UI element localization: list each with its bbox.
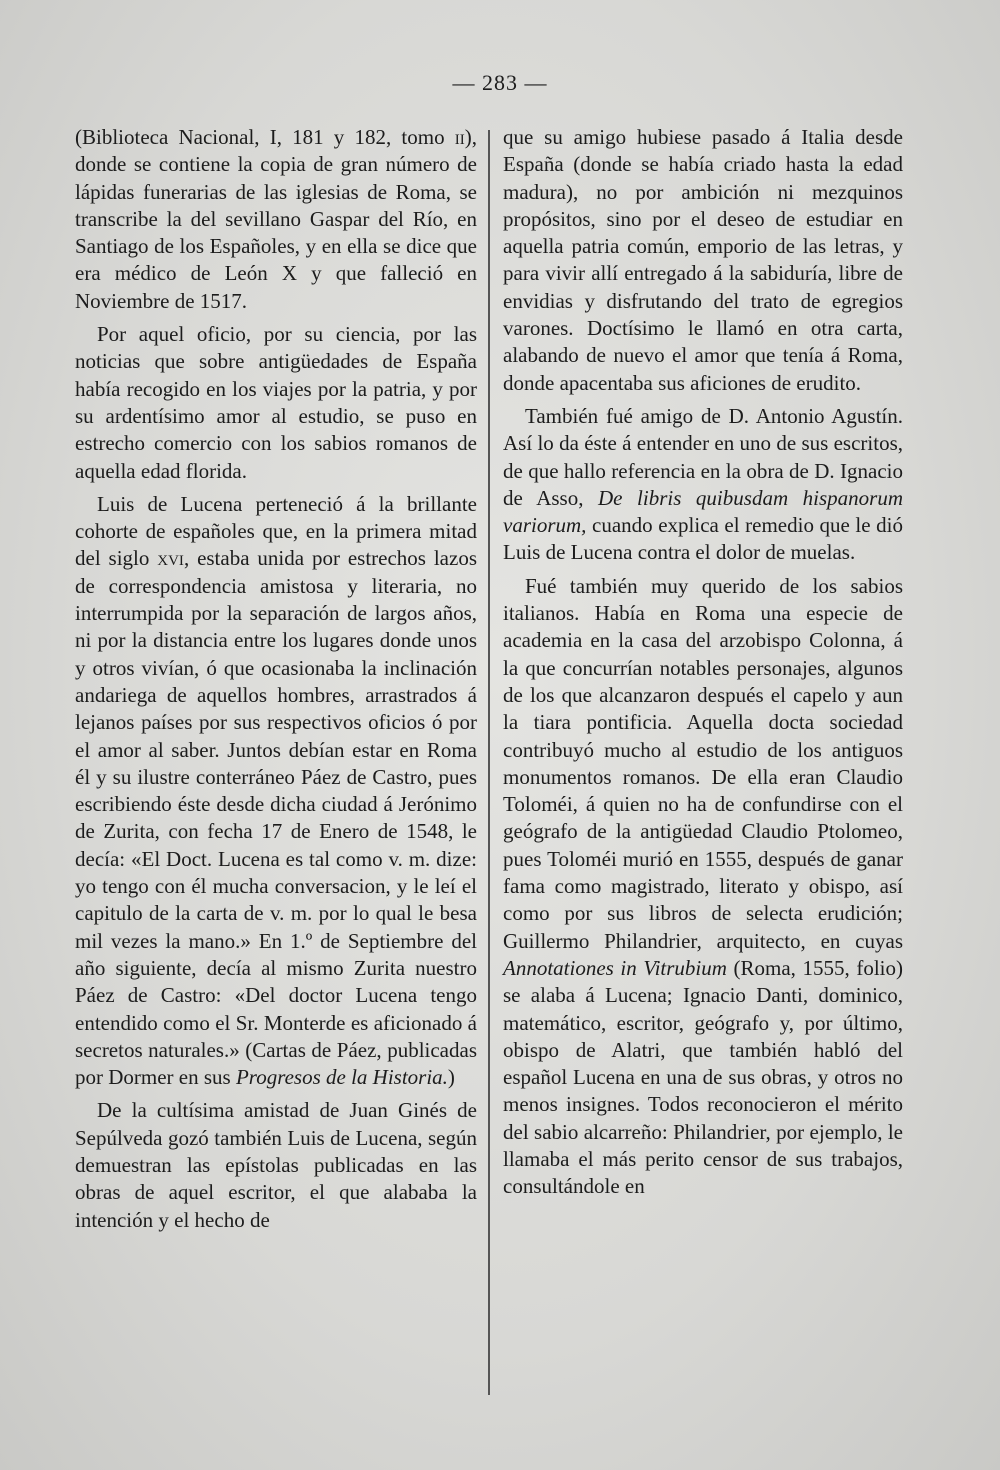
left-paragraph-1: (Biblioteca Nacional, I, 181 y 182, tomo ii), donde se contiene la copia de gran número de lápidas funerarias de las iglesias de Roma, se transcribe la del sevillano Gaspar del Río, en Santiago de los Españoles, y en ella se dice que era médico de León X y que falleció en Noviembre de 1517. — [75, 125, 477, 313]
left-column — [75, 124, 477, 1234]
page-number: — 283 — — [452, 70, 548, 95]
right-paragraph-3: Fué también muy querido de los sabios italianos. Había en Roma una especie de academia en la casa del arzobispo Colonna, á la que concurrían notables personajes, algunos de los que alcanzaron después el capelo y aun la tiara pontificia. Aquella docta sociedad contribuyó mucho al estudio de los antiguos monumentos romanos. De ella eran Claudio Toloméi, á quien no ha de confundirse con el geógrafo de la antigüedad Claudio Ptolomeo, pues Toloméi murió en 1555, después de ganar fama como magistrado, literato y obispo, así como por sus libros de selecta erudición; Guillermo Philandrier, arquitecto, en cuyas Annotationes in Vitrubium (Roma, 1555, folio) se alaba á Lucena; Ignacio Danti, dominico, matemático, escritor, geógrafo y, por último, obispo de Alatri, que también habló del español Lucena en una de sus obras, y otros no menos insignes. Todos reconocieron el mérito del sabio alcarreño: Philandrier, por ejemplo, le llamaba el más perito censor de sus trabajos, consultándole en — [503, 573, 903, 1199]
book-title-de-libris: De libris quibusdam hispanorum variorum, — [503, 485, 903, 538]
right-paragraph-2: También fué amigo de D. Antonio Agustín. Así lo da éste á entender en uno de sus escritos, de que hallo referencia en la obra de D. Ignacio de Asso, De libris quibusdam hispanorum variorum, cuando explica el remedio que le dió Luis de Lucena contra el dolor de muelas. — [503, 403, 903, 565]
left-paragraph-3: Luis de Lucena perteneció á la brillante cohorte de españoles que, en la primera mitad del siglo xvi, estaba unida por estrechos lazos de correspondencia amistosa y literaria, no interrumpida por la separación de largos años, ni por la distancia entre los lugares donde unos y otros vivían, ó que ocasionaba la inclinación andariega de aquellos hombres, arrastrados á lejanos países por sus respectivos oficios ó por el amor al saber. Juntos debían estar en Roma él y su ilustre conterráneo Páez de Castro, pues escribiendo éste desde dicha ciudad á Jerónimo de Zurita, con fecha 17 de Enero de 1548, le decía: «El Doct. Lucena es tal como v. m. dize: yo tengo con él mucha conversacion, y le leí el capitulo de la carta de v. m. por lo qual le besa mil vezes la mano.» En 1.º de Septiembre del año siguiente, decía al mismo Zurita nuestro Páez de Castro: «Del doctor Lucena tengo entendido como el Sr. Monterde es aficionado á secretos naturales.» (Cartas de Páez, publicadas por Dormer en sus Progresos de la Historia.) — [75, 491, 477, 1090]
book-title-progresos: Progresos de la Historia. — [235, 1065, 448, 1090]
right-paragraph-1: que su amigo hubiese pasado á Italia desde España (donde se había criado hasta la edad madura), no por ambición ni mezquinos propósitos, sino por el deseo de estudiar en aquella patria común, emporio de las letras, y para vivir allí entregado á la sabiduría, libre de envidias y disfrutando del trato de egregios varones. Doctísimo le llamó en otra carta, alabando de nuevo el amor que tenía á Roma, donde apacentaba sus aficiones de erudito. — [503, 125, 903, 395]
book-title-annotationes: Annotationes in Vitrubium — [503, 955, 727, 980]
left-paragraph-2: Por aquel oficio, por su ciencia, por las noticias que sobre antigüedades de España había recogido en los viajes por la patria, y por su ardentísimo amor al estudio, se puso en estrecho comercio con los sabios romanos de aquella edad florida. — [75, 322, 477, 483]
right-column — [503, 124, 903, 1201]
column-divider — [488, 130, 490, 1395]
left-paragraph-4: De la cultísima amistad de Juan Ginés de Sepúlveda gozó también Luis de Lucena, según demuestran las epístolas publicadas en las obras de aquel escritor, el que alababa la intención y el hecho de — [75, 1098, 477, 1232]
